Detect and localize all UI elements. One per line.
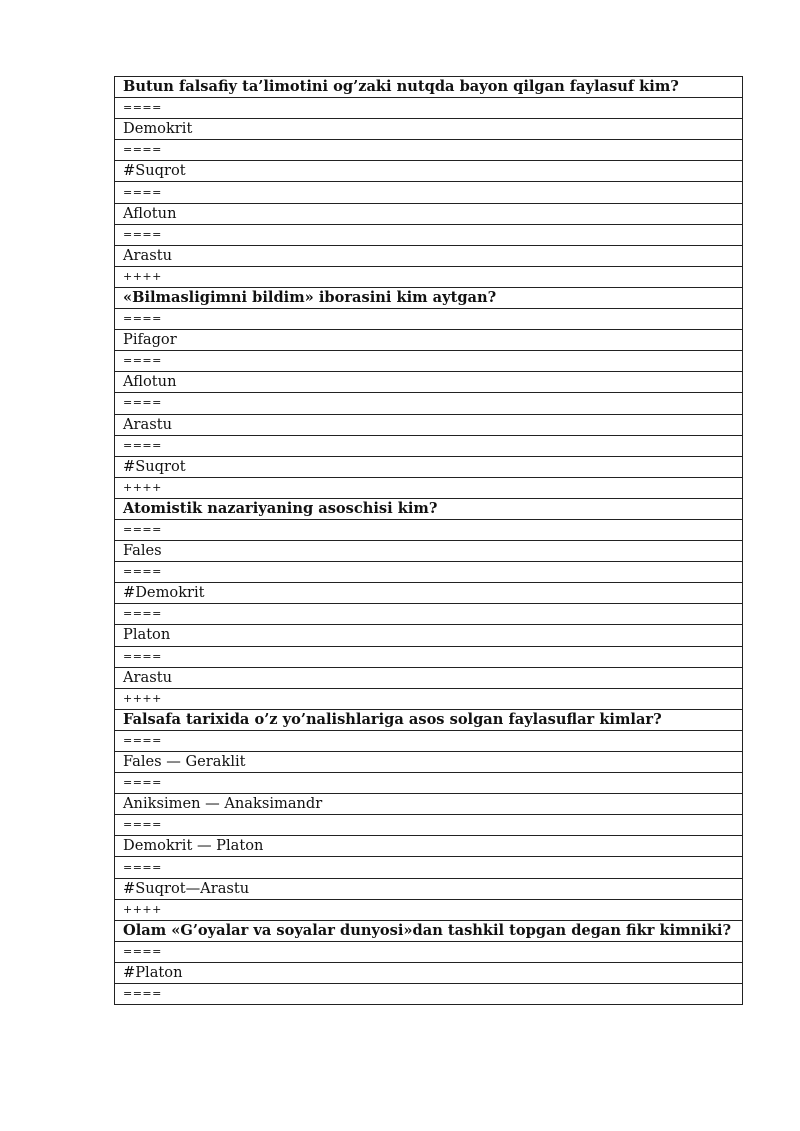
question-row — [115, 709, 743, 730]
answer-row — [115, 330, 743, 351]
answer-option: #Suqrot — [115, 456, 743, 477]
separator-marker: ==== — [115, 393, 743, 414]
answer-option: Arastu — [115, 245, 743, 266]
answer-option: #Suqrot—Arastu — [115, 878, 743, 899]
separator-row — [115, 477, 743, 498]
answer-row — [115, 752, 743, 773]
question-text: «Bilmasligimni bildim» iborasini kim aytgan? — [115, 287, 743, 308]
answer-option: Aniksimen — Anaksimandr — [115, 794, 743, 815]
answer-option: Fales — [115, 541, 743, 562]
question-text: Butun falsafiy ta’limotini og’zaki nutqda bayon qilgan faylasuf kim? — [115, 77, 743, 98]
separator-row — [115, 730, 743, 751]
separator-marker: ==== — [115, 941, 743, 962]
separator-row — [115, 140, 743, 161]
separator-marker: ==== — [115, 562, 743, 583]
answer-row — [115, 836, 743, 857]
answer-option: Pifagor — [115, 330, 743, 351]
question-text: Atomistik nazariyaning asoschisi kim? — [115, 498, 743, 519]
answer-row — [115, 203, 743, 224]
answer-row — [115, 667, 743, 688]
separator-marker: ==== — [115, 604, 743, 625]
answer-row — [115, 625, 743, 646]
answer-option: #Platon — [115, 962, 743, 983]
answer-row — [115, 372, 743, 393]
answer-option: Arastu — [115, 667, 743, 688]
separator-row — [115, 899, 743, 920]
answer-row — [115, 119, 743, 140]
separator-row — [115, 857, 743, 878]
question-text: Falsafa tarixida o’z yo’nalishlariga asos solgan faylasuflar kimlar? — [115, 709, 743, 730]
separator-row — [115, 224, 743, 245]
answer-row — [115, 541, 743, 562]
separator-row — [115, 984, 743, 1005]
quiz-table-body — [115, 77, 743, 1005]
question-row — [115, 498, 743, 519]
separator-row — [115, 351, 743, 372]
answer-row — [115, 245, 743, 266]
answer-option: Platon — [115, 625, 743, 646]
separator-row — [115, 266, 743, 287]
separator-marker: ++++ — [115, 477, 743, 498]
document-page — [114, 76, 743, 1005]
separator-marker: ==== — [115, 730, 743, 751]
separator-row — [115, 98, 743, 119]
question-row — [115, 920, 743, 941]
answer-option: Arastu — [115, 414, 743, 435]
question-row — [115, 77, 743, 98]
answer-option: #Suqrot — [115, 161, 743, 182]
separator-row — [115, 309, 743, 330]
separator-marker: ==== — [115, 984, 743, 1005]
separator-row — [115, 604, 743, 625]
question-text: Olam «G’oyalar va soyalar dunyosi»dan tashkil topgan degan fikr kimniki? — [115, 920, 743, 941]
separator-marker: ==== — [115, 857, 743, 878]
separator-row — [115, 815, 743, 836]
separator-marker: ++++ — [115, 899, 743, 920]
answer-row — [115, 583, 743, 604]
separator-marker: ==== — [115, 815, 743, 836]
separator-row — [115, 773, 743, 794]
separator-marker: ==== — [115, 309, 743, 330]
separator-row — [115, 519, 743, 540]
separator-marker: ==== — [115, 140, 743, 161]
separator-marker: ++++ — [115, 266, 743, 287]
answer-row — [115, 962, 743, 983]
separator-row — [115, 435, 743, 456]
answer-option: Demokrit — Platon — [115, 836, 743, 857]
separator-marker: ==== — [115, 182, 743, 203]
answer-option: #Demokrit — [115, 583, 743, 604]
answer-option: Fales — Geraklit — [115, 752, 743, 773]
separator-row — [115, 562, 743, 583]
answer-row — [115, 878, 743, 899]
answer-option: Aflotun — [115, 372, 743, 393]
separator-marker: ==== — [115, 224, 743, 245]
answer-option: Aflotun — [115, 203, 743, 224]
answer-row — [115, 161, 743, 182]
separator-row — [115, 182, 743, 203]
answer-option: Demokrit — [115, 119, 743, 140]
separator-marker: ==== — [115, 773, 743, 794]
separator-marker: ==== — [115, 435, 743, 456]
separator-marker: ==== — [115, 519, 743, 540]
answer-row — [115, 456, 743, 477]
separator-marker: ==== — [115, 646, 743, 667]
answer-row — [115, 794, 743, 815]
separator-row — [115, 646, 743, 667]
separator-row — [115, 688, 743, 709]
separator-row — [115, 941, 743, 962]
separator-marker: ==== — [115, 351, 743, 372]
separator-marker: ==== — [115, 98, 743, 119]
quiz-table — [114, 76, 743, 1005]
separator-row — [115, 393, 743, 414]
answer-row — [115, 414, 743, 435]
separator-marker: ++++ — [115, 688, 743, 709]
question-row — [115, 287, 743, 308]
